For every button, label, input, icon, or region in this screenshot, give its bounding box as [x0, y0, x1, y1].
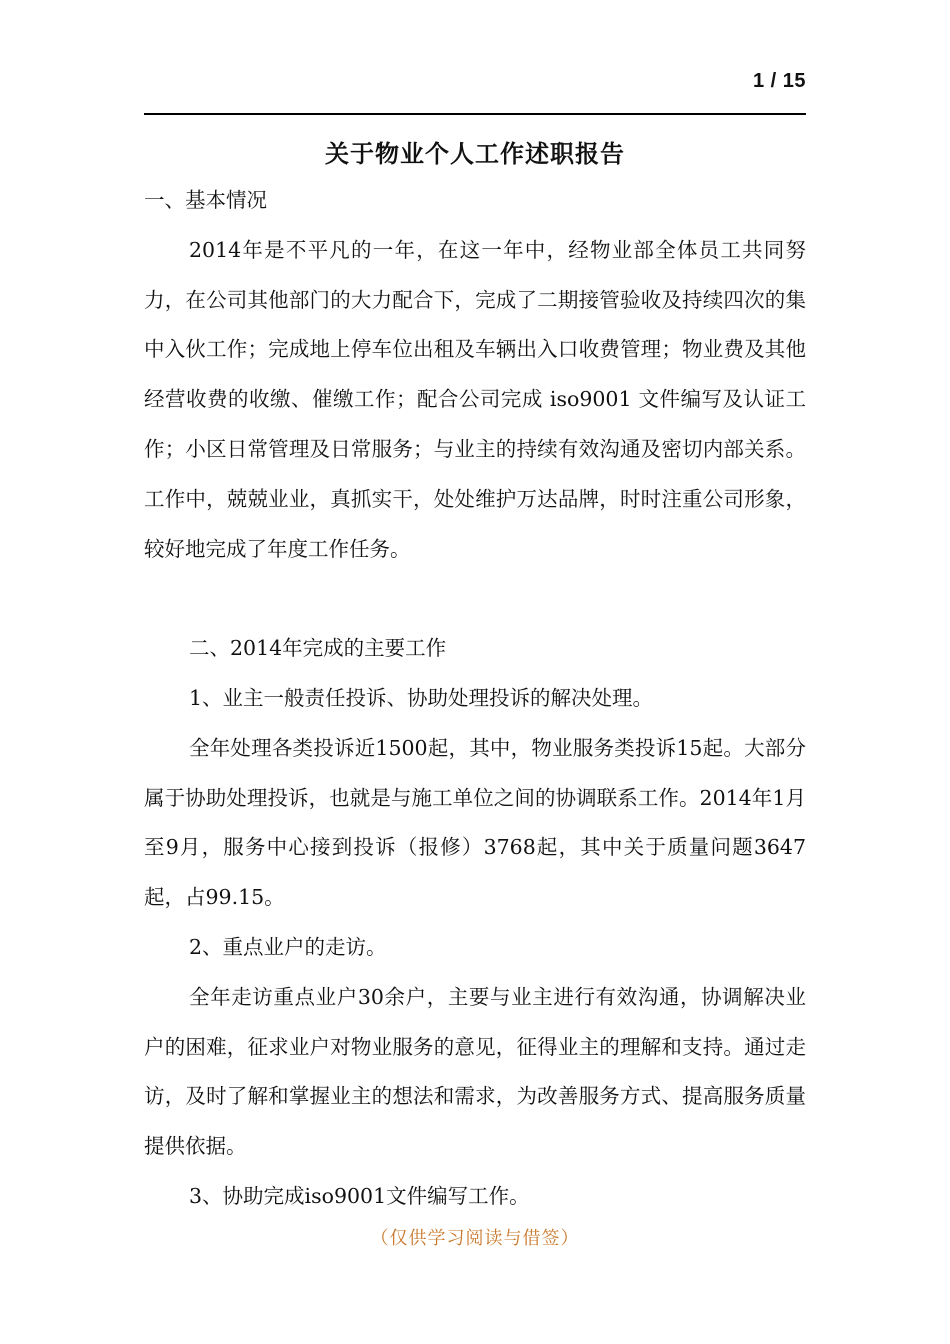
paragraph-spacer	[144, 574, 806, 624]
paragraph-visits: 全年走访重点业户30余户，主要与业主进行有效沟通，协调解决业户的困难，征求业户对物业服务的意见，征得业主的理解和支持。通过走访，及时了解和掌握业主的想法和需求，为改善服务方式、提高服务质量提供依据。	[144, 984, 806, 1159]
paragraph-basic-situation: 2014年是不平凡的一年，在这一年中，经物业部全体员工共同努力，在公司其他部门的大力配合下，完成了二期接管验收及持续四次的集中入伙工作；完成地上停车位出租及车辆出入口收费管理；物业费及其他经营收费的收缴、催缴工作；配合公司完成 iso9001 文件编写及认证工作；小区日常管理及日常服务；与业主的持续有效沟通及密切内部关系。工作中，兢兢业业，真抓实干，处处维护万达品牌，时时注重公司形象，较好地完成了年度工作任务。	[144, 237, 806, 561]
document-title: 关于物业个人工作述职报告	[325, 140, 625, 168]
item-heading-complaints: 1、业主一般责任投诉、协助处理投诉的解决处理。	[189, 685, 654, 710]
section-heading-main-work: 二、2014年完成的主要工作	[189, 636, 447, 661]
document-body	[144, 176, 806, 1222]
footer-note: （仅供学习阅读与借签）	[370, 1228, 580, 1249]
page-number: 1 / 15	[752, 70, 806, 92]
paragraph-complaints: 全年处理各类投诉近1500起，其中，物业服务类投诉15起。大部分属于协助处理投诉，也就是与施工单位之间的协调联系工作。2014年1月至9月，服务中心接到投诉（报修）3768起，其中关于质量问题3647起，占99.15。	[144, 735, 806, 910]
header-rule	[144, 113, 806, 115]
item-heading-iso9001: 3、协助完成iso9001文件编写工作。	[189, 1183, 530, 1208]
item-heading-visits: 2、重点业户的走访。	[189, 934, 387, 959]
section-heading-basic-situation: 一、基本情况	[144, 188, 267, 212]
